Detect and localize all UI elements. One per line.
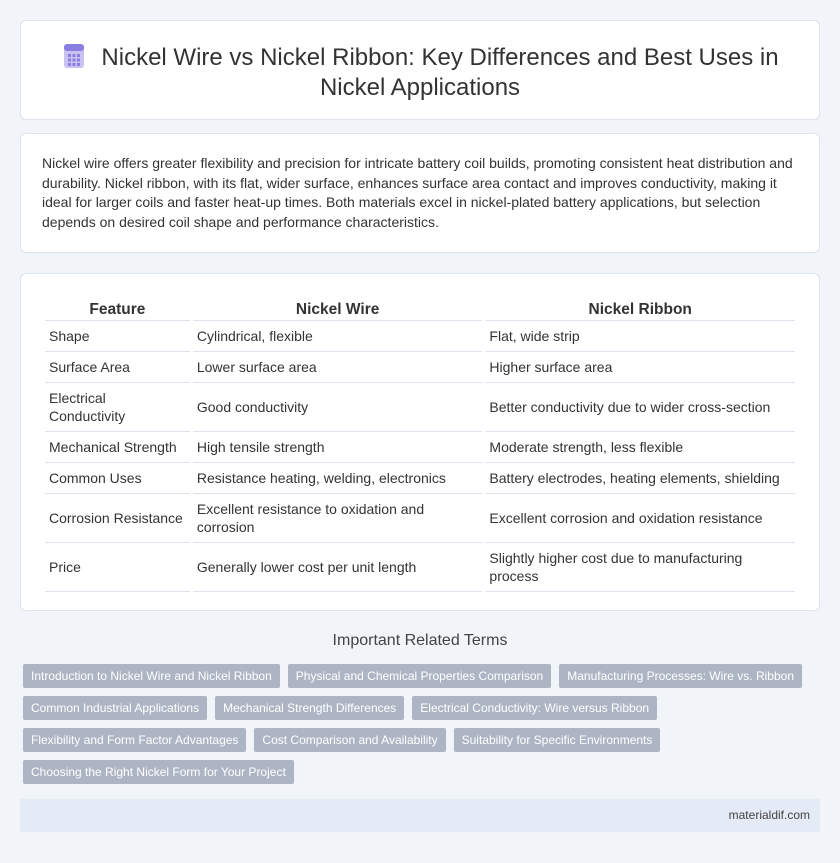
table-row <box>45 352 795 383</box>
comparison-table <box>42 295 798 592</box>
column-header-nickel-wire: Nickel Wire <box>193 295 483 321</box>
ribbon-cell: Excellent corrosion and oxidation resistance <box>485 494 795 543</box>
ribbon-cell: Higher surface area <box>485 352 795 383</box>
table-row <box>45 432 795 463</box>
related-term-tag[interactable]: Common Industrial Applications <box>23 696 207 720</box>
ribbon-cell: Battery electrodes, heating elements, shielding <box>485 463 795 494</box>
ribbon-cell: Moderate strength, less flexible <box>485 432 795 463</box>
table-row <box>45 494 795 543</box>
header-card <box>20 20 820 120</box>
feature-cell: Price <box>45 543 190 592</box>
wire-cell: Excellent resistance to oxidation and corrosion <box>193 494 483 543</box>
related-terms-list <box>23 664 813 792</box>
related-term-tag[interactable]: Electrical Conductivity: Wire versus Ribbon <box>412 696 657 720</box>
calculator-icon <box>61 43 87 69</box>
table-row <box>45 383 795 432</box>
wire-cell: Cylindrical, flexible <box>193 321 483 352</box>
wire-cell: Resistance heating, welding, electronics <box>193 463 483 494</box>
feature-cell: Common Uses <box>45 463 190 494</box>
column-header-feature: Feature <box>45 295 190 321</box>
related-term-tag[interactable]: Mechanical Strength Differences <box>215 696 404 720</box>
feature-cell: Mechanical Strength <box>45 432 190 463</box>
comparison-card <box>20 273 820 611</box>
table-row <box>45 321 795 352</box>
intro-card <box>20 133 820 253</box>
page-title-wrap <box>21 43 819 103</box>
feature-cell: Surface Area <box>45 352 190 383</box>
related-term-tag[interactable]: Cost Comparison and Availability <box>254 728 445 752</box>
related-term-tag[interactable]: Choosing the Right Nickel Form for Your Project <box>23 760 294 784</box>
wire-cell: Good conductivity <box>193 383 483 432</box>
feature-cell: Electrical Conductivity <box>45 383 190 432</box>
ribbon-cell: Flat, wide strip <box>485 321 795 352</box>
related-term-tag[interactable]: Suitability for Specific Environments <box>454 728 661 752</box>
related-term-tag[interactable]: Flexibility and Form Factor Advantages <box>23 728 246 752</box>
footer-site-link[interactable]: materialdif.com <box>728 808 810 822</box>
ribbon-cell: Better conductivity due to wider cross-section <box>485 383 795 432</box>
table-row <box>45 543 795 592</box>
related-term-tag[interactable]: Introduction to Nickel Wire and Nickel Ribbon <box>23 664 280 688</box>
wire-cell: Lower surface area <box>193 352 483 383</box>
intro-paragraph: Nickel wire offers greater flexibility and precision for intricate battery coil builds, promoting consistent heat distribution and durability. Nickel ribbon, with its flat, wider surface, enhances surface area contact and improves conductivity, making it ideal for larger coils and faster heat-up times. Both materials excel in nickel-plated battery applications, but selection depends on desired coil shape and performance characteristics. <box>42 155 793 230</box>
feature-cell: Corrosion Resistance <box>45 494 190 543</box>
page-title: Nickel Wire vs Nickel Ribbon: Key Differences and Best Uses in Nickel Applications <box>101 44 779 101</box>
wire-cell: High tensile strength <box>193 432 483 463</box>
footer <box>20 799 820 832</box>
related-term-tag[interactable]: Physical and Chemical Properties Comparison <box>288 664 551 688</box>
table-row <box>45 463 795 494</box>
wire-cell: Generally lower cost per unit length <box>193 543 483 592</box>
column-header-nickel-ribbon: Nickel Ribbon <box>485 295 795 321</box>
related-term-tag[interactable]: Manufacturing Processes: Wire vs. Ribbon <box>559 664 802 688</box>
related-terms-heading: Important Related Terms <box>332 632 508 649</box>
feature-cell: Shape <box>45 321 190 352</box>
ribbon-cell: Slightly higher cost due to manufacturing process <box>485 543 795 592</box>
